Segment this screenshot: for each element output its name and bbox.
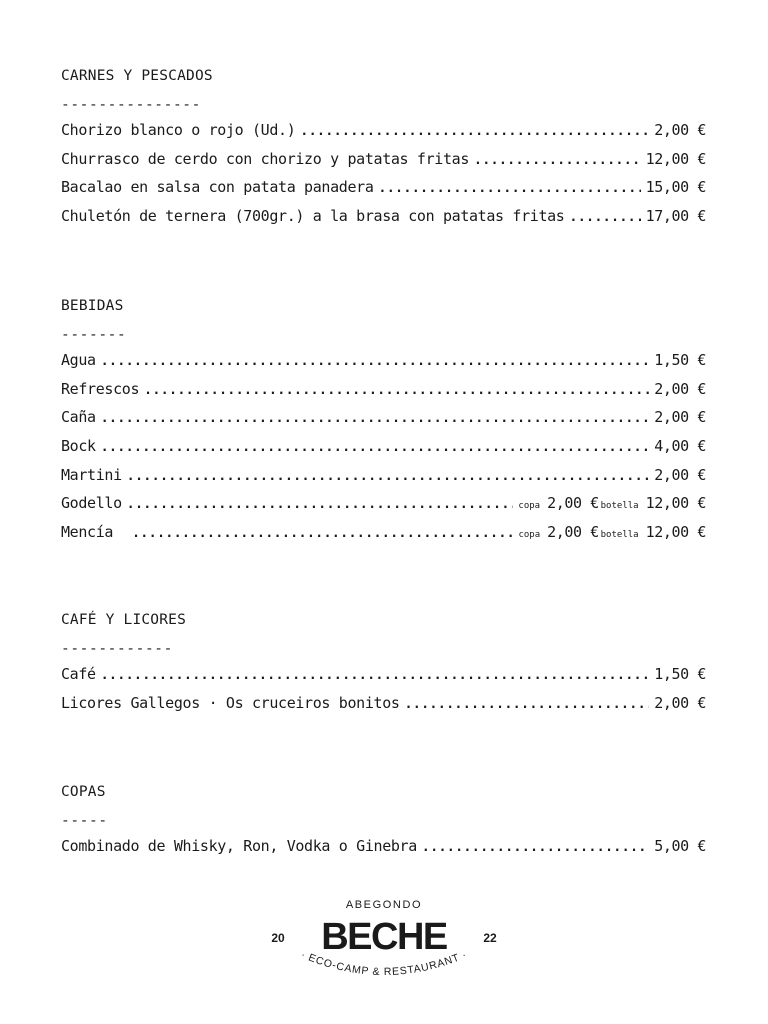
menu-item	[61, 408, 706, 437]
item-name: Chorizo blanco o rojo (Ud.)	[61, 121, 296, 139]
menu-item	[61, 665, 706, 694]
section-carnes	[61, 69, 706, 236]
section-bebidas	[61, 299, 706, 552]
botella-label: botella	[600, 501, 639, 512]
item-price: 12,00 €	[645, 149, 706, 168]
item-price: 15,00 €	[645, 178, 706, 197]
dot-leader	[570, 210, 641, 225]
dot-leader	[101, 668, 649, 683]
item-price: 2,00 €	[654, 408, 706, 427]
section-title: CARNES Y PESCADOS	[61, 68, 213, 84]
menu-item	[61, 437, 706, 466]
section-title: COPAS	[61, 784, 106, 800]
menu-list	[61, 665, 706, 722]
item-name: Godello	[61, 494, 122, 513]
menu-item	[61, 466, 706, 495]
item-price: 1,50 €	[654, 665, 706, 683]
dot-leader	[144, 383, 649, 398]
item-name: Combinado de Whisky, Ron, Vodka o Ginebra	[61, 837, 417, 855]
logo-year-left: 20	[271, 931, 285, 945]
item-name: Chuletón de ternera (700gr.) a la brasa con patatas fritas	[61, 207, 565, 226]
logo-graphic	[0, 893, 768, 1013]
item-price: 1,50 €	[654, 351, 706, 369]
item-name: Martini	[61, 465, 122, 484]
dot-leader	[127, 469, 649, 484]
menu-list	[61, 351, 706, 552]
dot-leader	[101, 440, 649, 455]
menu-item	[61, 694, 706, 723]
menu-item	[61, 121, 706, 150]
menu-item	[61, 351, 706, 380]
item-price: 5,00 €	[654, 837, 706, 855]
section-copas	[61, 785, 706, 866]
item-name: Bock	[61, 437, 96, 456]
dot-leader	[422, 840, 649, 855]
dot-leader	[132, 526, 513, 541]
menu-item	[61, 150, 706, 179]
item-price: 2,00 €	[654, 465, 706, 484]
copa-price: 2,00 €	[547, 523, 599, 542]
menu-item	[61, 380, 706, 409]
logo-top-text: ABEGONDO	[345, 899, 423, 911]
copa-label: copa	[518, 530, 541, 541]
section-title: CAFÉ Y LICORES	[61, 612, 187, 628]
menu-list	[61, 837, 706, 866]
menu-list	[61, 121, 706, 236]
item-name: Mencía	[61, 523, 114, 542]
item-price: 2,00 €	[654, 379, 706, 398]
item-price: 2,00 €	[654, 121, 706, 139]
item-name: Churrasco de cerdo con chorizo y patatas fritas	[61, 149, 469, 168]
copa-label: copa	[518, 501, 541, 512]
dot-leader	[379, 181, 641, 196]
menu-item	[61, 837, 706, 866]
item-name: Bacalao en salsa con patata panadera	[61, 178, 374, 197]
beche-logo	[0, 893, 768, 1013]
logo-bottom-text: · ECO-CAMP & RESTAURANT ·	[299, 948, 469, 979]
item-name: Café	[61, 665, 96, 683]
dot-leader	[101, 354, 649, 369]
logo-year-right: 22	[483, 931, 497, 945]
dot-leader	[127, 497, 514, 512]
section-rule: -------	[61, 326, 127, 343]
item-name: Caña	[61, 408, 96, 427]
menu-item	[61, 494, 706, 523]
dot-leader	[474, 153, 641, 168]
copa-price: 2,00 €	[547, 494, 599, 513]
section-title: BEBIDAS	[61, 298, 124, 314]
botella-price: 12,00 €	[645, 523, 706, 542]
item-name: Licores Gallegos · Os cruceiros bonitos	[61, 693, 400, 712]
item-name: Refrescos	[61, 379, 140, 398]
dot-leader	[405, 697, 650, 712]
dot-leader	[101, 411, 649, 426]
botella-label: botella	[600, 530, 639, 541]
menu-item	[61, 207, 706, 236]
menu-item	[61, 523, 706, 552]
item-price: 17,00 €	[645, 207, 706, 226]
section-cafe-licores	[61, 613, 706, 722]
section-rule: -----	[61, 812, 108, 829]
item-price: 2,00 €	[654, 693, 706, 712]
dot-leader	[300, 124, 649, 139]
item-name: Agua	[61, 351, 96, 369]
section-rule: ---------------	[61, 96, 201, 113]
item-price: 4,00 €	[654, 437, 706, 456]
logo-brand: BECHE	[321, 916, 447, 958]
section-rule: ------------	[61, 640, 173, 657]
botella-price: 12,00 €	[645, 494, 706, 513]
menu-item	[61, 178, 706, 207]
